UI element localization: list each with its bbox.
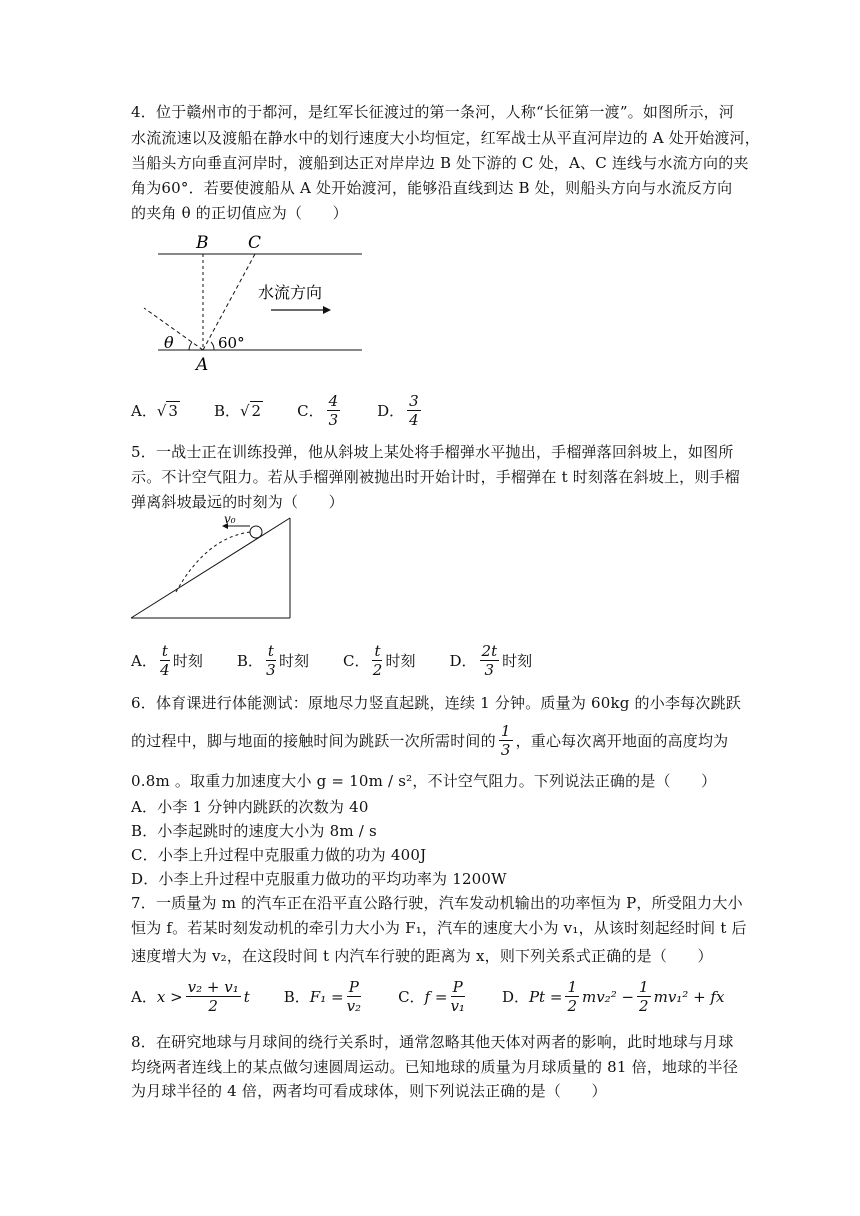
q6-option-a[interactable]: A．小李 1 分钟内跳跃的次数为 40 [131, 798, 369, 816]
q4-option-c[interactable]: C． $\frac{4}{3}$ [297, 392, 339, 429]
q4-label-a: A [196, 355, 209, 375]
q4-label-flow: 水流方向 [258, 283, 323, 302]
q6-line-1: 6．体育课进行体能测试：原地尽力竖直起跳，连续 1 分钟。质量为 60kg 的小李每次跳跃 [131, 694, 741, 712]
q5-options [131, 642, 566, 679]
q4-options [131, 392, 458, 429]
q8-line-2: 均绕两者连线上的某点做匀速圆周运动。已知地球的质量为月球质量的 81 倍，地球的半径 [131, 1058, 739, 1076]
q4-option-d[interactable]: D． $\frac{3}{4}$ [377, 392, 419, 429]
q7-option-b[interactable]: B． F₁ = $\frac{P}{\text{v₂}}$ [283, 978, 362, 1015]
q7-line-2: 恒为 f。若某时刻发动机的牵引力大小为 F₁，汽车的速度大小为 v₁，从该时刻起经时间 t 后 [131, 919, 747, 937]
q5-line-2: 示。不计空气阻力。若从手榴弹刚被抛出时开始计时，手榴弹在 t 时刻落在斜坡上，则手榴 [131, 468, 740, 486]
q4-option-b[interactable]: B． √ 2 [213, 402, 262, 420]
q4-label-theta: θ [164, 333, 174, 352]
q4-line-3: 当船头方向垂直河岸时，渡船到达正对岸岸边 B 处下游的 C 处，A、C 连线与水流方向的夹 [131, 154, 749, 172]
q5-slope-figure [128, 512, 298, 624]
q7-options [131, 978, 758, 1015]
q5-label-v0: v₀ [224, 512, 236, 526]
q4-label-angle: 60° [218, 334, 245, 352]
q7-option-d[interactable]: D． Pt = $\frac{1}{2}$ mv₂² − $\frac{1}{2}$ mv₁² + fx [501, 978, 725, 1015]
q4-label-b: B [196, 233, 209, 253]
q4-river-figure [138, 228, 378, 376]
q4-line-1: 4．位于赣州市的于都河，是红军长征渡过的第一条河，人称“长征第一渡”。如图所示，河 [131, 103, 735, 121]
q5-option-b[interactable]: B． $\frac{t}{3}$ 时刻 [236, 642, 309, 679]
q5-option-d[interactable]: D． $\frac{2t}{3}$ 时刻 [449, 642, 533, 679]
q8-line-1: 8．在研究地球与月球间的绕行关系时，通常忽略其他天体对两者的影响，此时地球与月球 [131, 1033, 734, 1051]
q4-line-5: 的夹角 θ 的正切值应为（ ） [131, 204, 348, 222]
q7-line-3: 速度增大为 v₂，在这段时间 t 内汽车行驶的距离为 x，则下列关系式正确的是（ ） [131, 947, 713, 965]
q6-option-c[interactable]: C．小李上升过程中克服重力做的功为 400J [131, 846, 427, 864]
q7-option-c[interactable]: C． f = $\frac{P}{\text{v₁}}$ [398, 978, 465, 1015]
q4-line-4: 角为60°．若要使渡船从 A 处开始渡河，能够沿直线到达 B 处，则船头方向与水流反方向 [131, 179, 733, 197]
q5-line-3: 弹离斜坡最远的时刻为（ ） [131, 493, 344, 511]
q8-line-3: 为月球半径的 4 倍，两者均可看成球体，则下列说法正确的是（ ） [131, 1082, 607, 1100]
q4-option-a[interactable]: A． √ 3 [131, 402, 178, 420]
q7-line-1: 7．一质量为 m 的汽车正在沿平直公路行驶，汽车发动机输出的功率恒为 P，所受阻力大小 [131, 894, 743, 912]
q5-option-a[interactable]: A． $\frac{t}{4}$ 时刻 [131, 642, 203, 679]
q5-option-c[interactable]: C． $\frac{t}{2}$ 时刻 [342, 642, 416, 679]
q7-option-a[interactable]: A． x > $\frac{\text{v₂ + v₁}}{2}$ t [131, 978, 250, 1015]
q4-line-2: 水流流速以及渡船在静水中的划行速度大小均恒定，红军战士从平直河岸边的 A 处开始渡河， [131, 129, 760, 147]
q4-label-c: C [248, 233, 262, 253]
q6-line-3: 0.8m 。取重力加速度大小 g = 10m / s²，不计空气阻力。下列说法正确的是（ ） [131, 772, 717, 790]
q6-option-d[interactable]: D．小李上升过程中克服重力做功的平均功率为 1200W [131, 870, 507, 888]
q6-line-2: 的过程中，脚与地面的接触时间为跳跃一次所需时间的 $\frac{1}{3}$ ，重心每次离开地面的高度均为 [131, 722, 729, 759]
q5-line-1: 5．一战士正在训练投弹，他从斜坡上某处将手榴弹水平抛出，手榴弹落回斜坡上，如图所 [131, 443, 734, 461]
q6-option-b[interactable]: B．小李起跳时的速度大小为 8m / s [131, 822, 377, 840]
